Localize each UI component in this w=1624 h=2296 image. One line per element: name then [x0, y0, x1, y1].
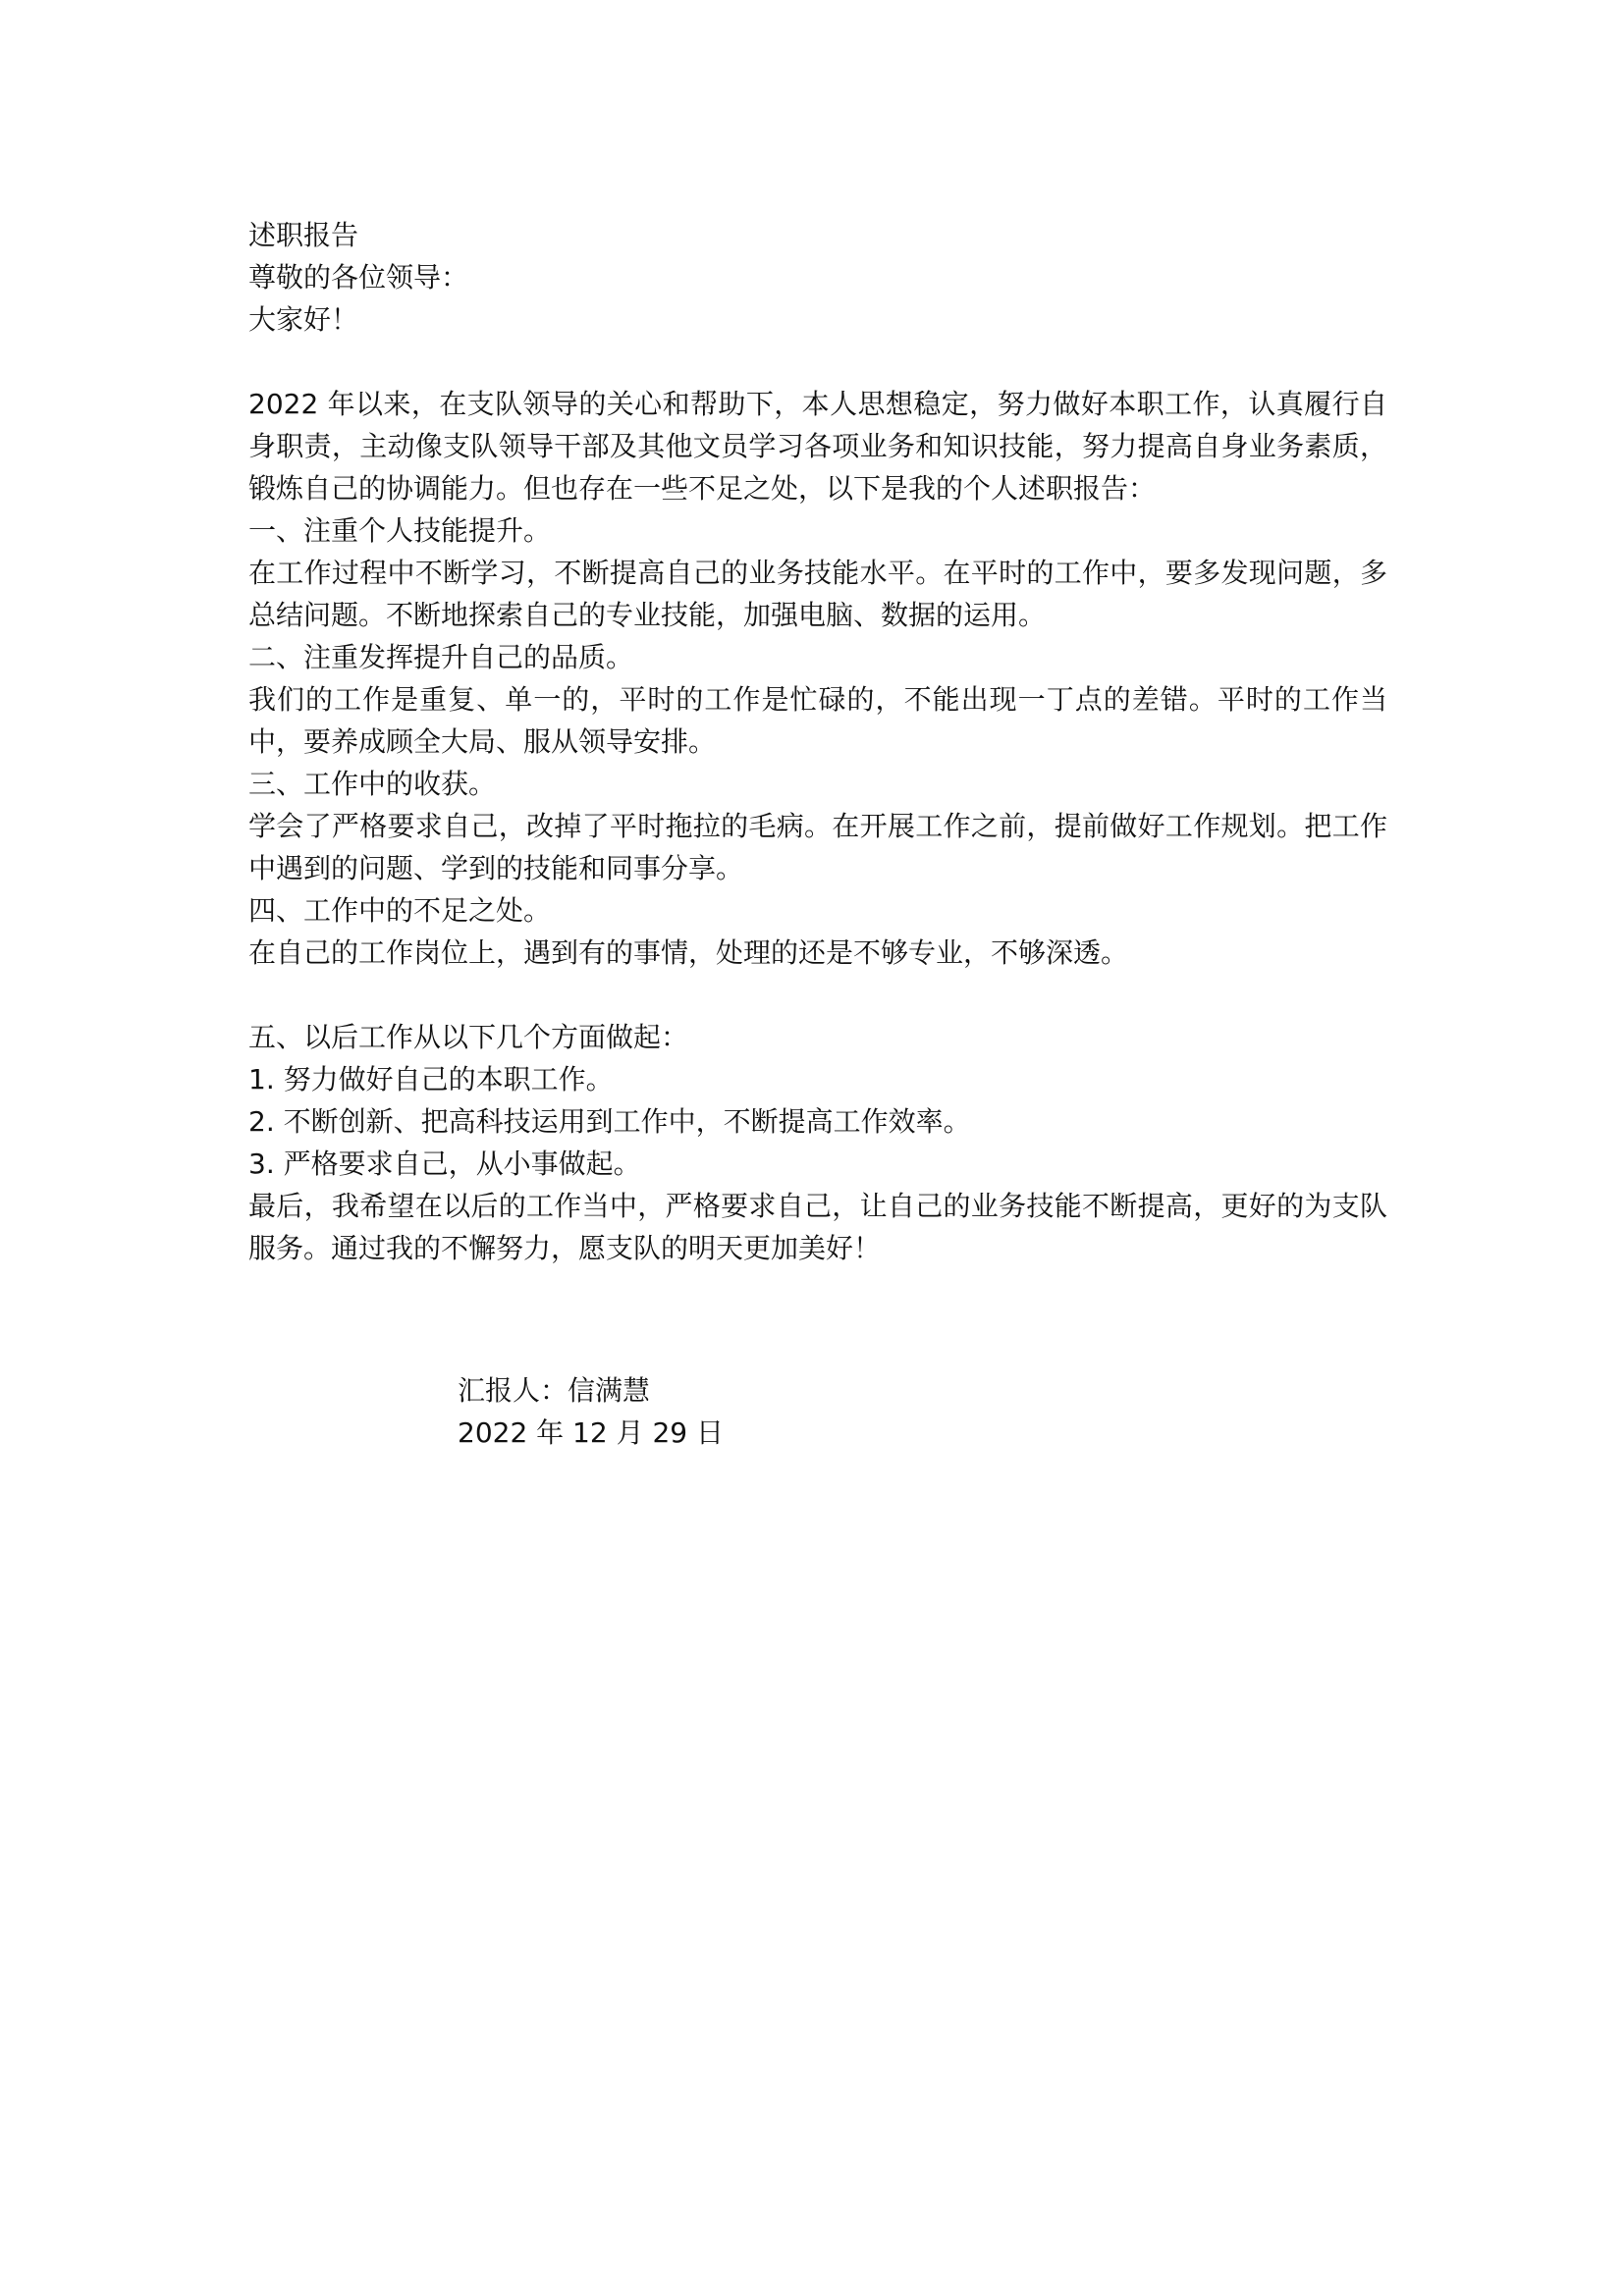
report-body: [248, 214, 1387, 1269]
report-date: 2022 年 12 月 29 日: [458, 1416, 725, 1449]
section-body-4: 在自己的工作岗位上，遇到有的事情，处理的还是不够专业，不够深透。: [248, 936, 1129, 969]
greeting: 大家好！: [248, 303, 359, 336]
section-body-1: 在工作过程中不断学习，不断提高自己的业务技能水平。在平时的工作中，要多发现问题，多总结问题。不断地探索自己的专业技能，加强电脑、数据的运用。: [248, 557, 1387, 631]
future-heading: 五、以后工作从以下几个方面做起：: [248, 1021, 689, 1053]
future-item-1: 1. 努力做好自己的本职工作。: [248, 1063, 614, 1095]
reporter-name: 汇报人：信满慧: [458, 1374, 651, 1407]
future-item-3: 3. 严格要求自己，从小事做起。: [248, 1148, 641, 1180]
signature-block: [458, 1369, 724, 1454]
report-title: 述职报告: [248, 219, 359, 251]
blank-line: [248, 341, 1387, 383]
intro-paragraph: 2022 年以来，在支队领导的关心和帮助下，本人思想稳定，努力做好本职工作，认真履行自身职责，主动像支队领导干部及其他文员学习各项业务和知识技能，努力提高自身业务素质，锻炼自己的协调能力。但也存在一些不足之处，以下是我的个人述职报告：: [248, 388, 1387, 505]
salutation: 尊敬的各位领导：: [248, 261, 469, 294]
section-heading-1: 一、注重个人技能提升。: [248, 514, 552, 547]
blank-line: [248, 974, 1387, 1016]
section-heading-3: 三、工作中的收获。: [248, 768, 497, 800]
section-heading-4: 四、工作中的不足之处。: [248, 894, 552, 927]
section-body-2: 我们的工作是重复、单一的，平时的工作是忙碌的，不能出现一丁点的差错。平时的工作当中，要养成顾全大局、服从领导安排。: [248, 683, 1387, 758]
section-heading-2: 二、注重发挥提升自己的品质。: [248, 641, 634, 673]
future-item-2: 2. 不断创新、把高科技运用到工作中，不断提高工作效率。: [248, 1105, 971, 1138]
section-body-3: 学会了严格要求自己，改掉了平时拖拉的毛病。在开展工作之前，提前做好工作规划。把工作中遇到的问题、学到的技能和同事分享。: [248, 810, 1387, 884]
closing-paragraph: 最后，我希望在以后的工作当中，严格要求自己，让自己的业务技能不断提高，更好的为支队服务。通过我的不懈努力，愿支队的明天更加美好！: [248, 1190, 1387, 1264]
